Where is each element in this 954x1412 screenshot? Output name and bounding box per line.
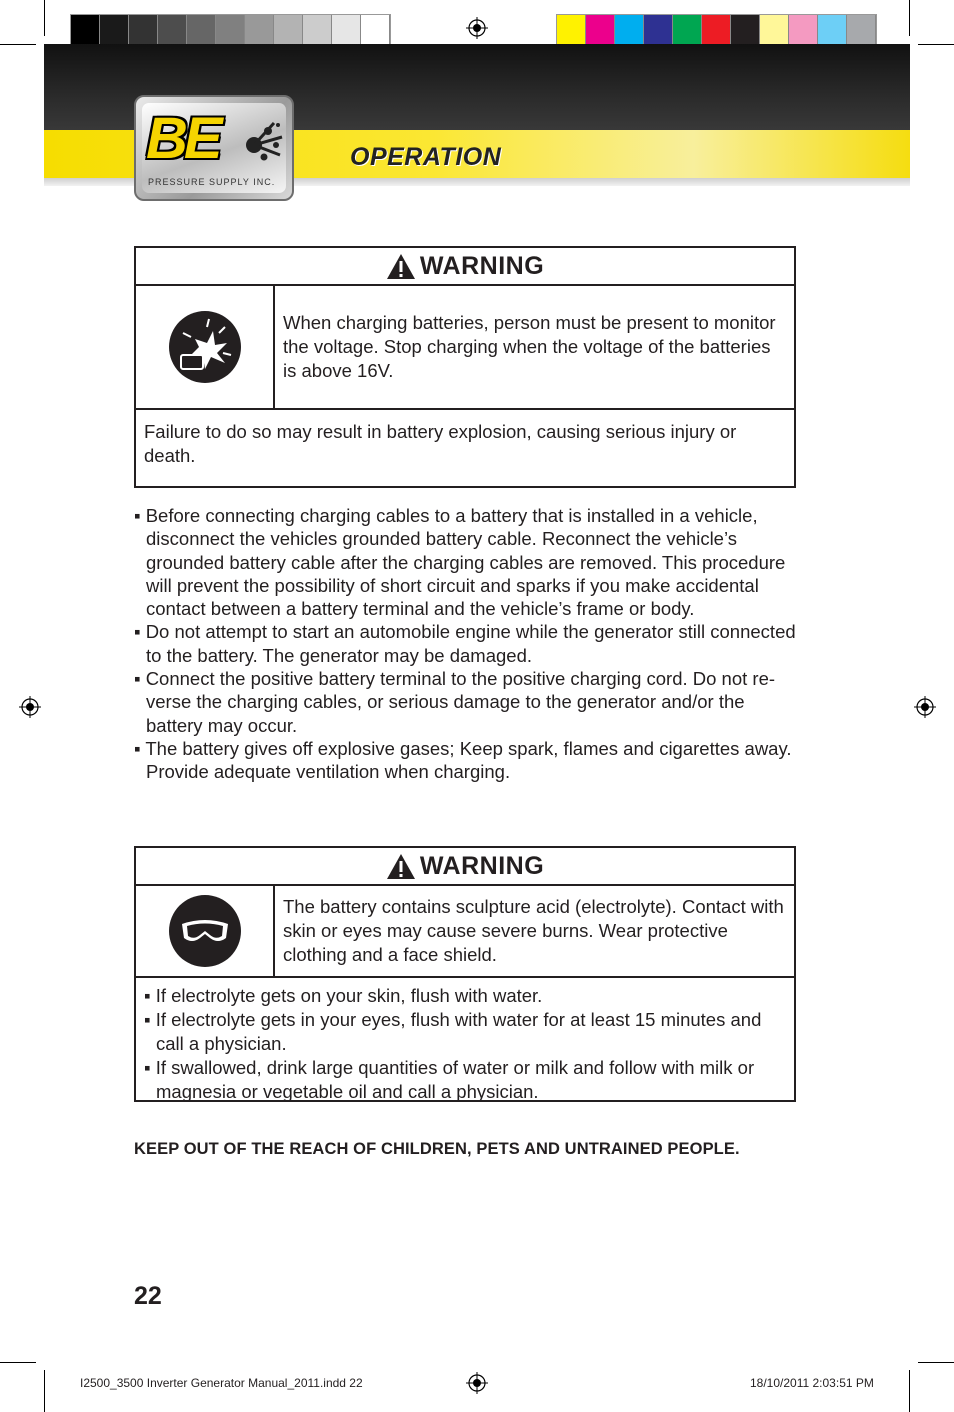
color-swatch — [361, 15, 390, 45]
section-title: OPERATION — [350, 143, 502, 171]
crop-mark — [909, 1370, 910, 1412]
warning-triangle-icon — [386, 853, 416, 880]
crop-mark — [909, 0, 910, 36]
registration-target-icon — [466, 1372, 488, 1394]
crop-mark — [918, 44, 954, 45]
crop-mark — [0, 44, 36, 45]
logo-subtitle: PRESSURE SUPPLY INC. — [148, 177, 276, 187]
safety-goggles-icon — [168, 894, 242, 968]
color-swatch — [615, 15, 644, 45]
list-item: ▪ If electrolyte gets in your eyes, flush with water for at least 15 minutes and call a physician. — [144, 1009, 762, 1054]
charging-instructions-list — [134, 504, 798, 784]
color-swatch — [644, 15, 673, 45]
warning-box-acid — [134, 846, 796, 1102]
color-swatch — [129, 15, 158, 45]
slug-date: 18/10/2011 2:03:51 PM — [750, 1376, 874, 1390]
warning-message: When charging batteries, person must be present to monitor the voltage. Stop charging when the voltage of the batteries is above 16V. — [283, 312, 776, 381]
gray-color-bar — [70, 14, 391, 46]
color-swatch — [71, 15, 100, 45]
first-aid-list — [136, 978, 794, 1114]
crop-mark — [44, 0, 45, 36]
color-swatch — [187, 15, 216, 45]
splash-icon — [234, 115, 286, 167]
list-item: ▪ Connect the positive battery terminal to the positive charging cord. Do not re-verse the charging cables, or serious damage to the generator and/or the battery may occur. — [134, 668, 776, 736]
page-number: 22 — [134, 1282, 162, 1310]
color-swatch — [673, 15, 702, 45]
color-swatch — [332, 15, 361, 45]
warning-message: The battery contains sculpture acid (electrolyte). Contact with skin or eyes may cause severe burns. Wear protective clothing and a face shield. — [283, 896, 784, 965]
color-swatch — [760, 15, 789, 45]
color-swatch — [557, 15, 586, 45]
warning-heading — [136, 848, 794, 886]
color-swatch — [847, 15, 876, 45]
warning-triangle-icon — [386, 253, 416, 280]
color-swatch — [789, 15, 818, 45]
color-swatch — [702, 15, 731, 45]
color-swatch — [274, 15, 303, 45]
warning-label: WARNING — [419, 251, 545, 280]
process-color-bar — [556, 14, 877, 46]
list-item: ▪ If electrolyte gets on your skin, flush with water. — [144, 985, 543, 1006]
crop-mark — [44, 1370, 45, 1412]
warning-heading — [136, 248, 794, 286]
hazard-icon-cell — [136, 286, 275, 408]
color-swatch — [216, 15, 245, 45]
warning-consequence: Failure to do so may result in battery explosion, causing serious injury or death. — [144, 421, 737, 466]
color-swatch — [731, 15, 760, 45]
warning-label: WARNING — [419, 851, 545, 880]
keep-out-notice: KEEP OUT OF THE REACH OF CHILDREN, PETS AND UNTRAINED PEOPLE. — [134, 1140, 740, 1158]
logo-letters: BE — [146, 106, 219, 171]
list-item: ▪ If swallowed, drink large quantities of water or milk and follow with milk or magnesia or vegetable oil and call a physician. — [144, 1057, 755, 1102]
registration-target-icon — [914, 696, 936, 718]
color-swatch — [303, 15, 332, 45]
warning-box-explosion — [134, 246, 796, 488]
color-swatch — [586, 15, 615, 45]
registration-target-icon — [466, 17, 488, 39]
hazard-icon-cell — [136, 886, 275, 976]
explosion-icon — [167, 309, 243, 385]
company-logo — [134, 95, 294, 201]
color-swatch — [100, 15, 129, 45]
registration-target-icon — [19, 696, 41, 718]
color-swatch — [158, 15, 187, 45]
list-item: ▪ Before connecting charging cables to a battery that is installed in a vehicle, disconnect the vehicles grounded battery cable. Reconnect the vehicle’s grounded battery cable after the charging cables are removed. This procedure will prevent the possibility of short circuit and sparks if you make accidental contact between a battery terminal and the vehicle’s frame or body. — [134, 505, 786, 620]
list-item: ▪ The battery gives off explosive gases; Keep spark, flames and cigarettes away. Provide adequate ventilation when charging. — [134, 737, 792, 783]
crop-mark — [0, 1362, 36, 1363]
crop-mark — [918, 1362, 954, 1363]
color-swatch — [245, 15, 274, 45]
color-swatch — [818, 15, 847, 45]
slug-file-info: I2500_3500 Inverter Generator Manual_2011.indd 22 — [80, 1376, 363, 1390]
list-item: ▪ Do not attempt to start an automobile engine while the generator still connected to the battery. The generator may be damaged. — [134, 621, 796, 666]
